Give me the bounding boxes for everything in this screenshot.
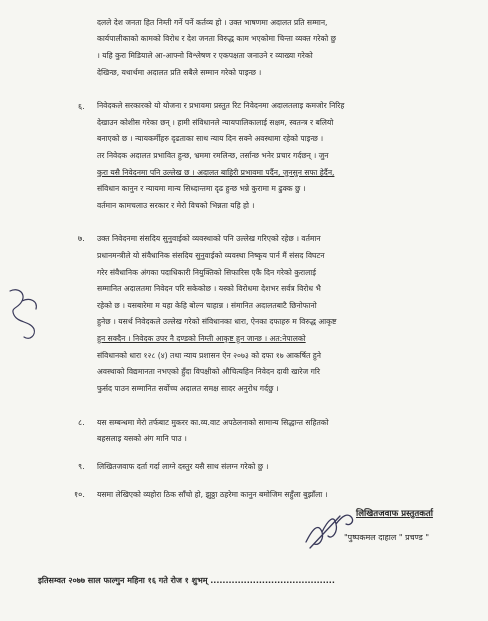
item-6-line-3: बनाएको छ । न्यायकर्मीहरु दृढताका साथ न्याय दिन सक्ने अवस्थामा रहेको पाइन्छ । [97,134,324,143]
margin-scribble [4,283,48,345]
date-line: इतिसम्वत २०७७ साल फाल्गुन महिना १६ गते रोज १ शुभम् ......................................... [38,576,335,585]
item-6-line-5: कुरा यसै निवेदनमा पनि उल्लेख छ । अदालत बाहिरी प्रभावमा पर्दैन, जुनसुन सफा हेर्दैन, [97,168,335,177]
item-7-line-9: अवस्थाको विद्यमानता नभएको हुँदा विपक्षीको औचित्यहिन निवेदन दावी खारेज गरि [97,367,320,376]
item-7-number: ७. [78,234,85,243]
item-7-line-8: संविधानको धारा १२८ (४) तथा न्याय प्रशासन ऐन २०७३ को दफा १७ आकर्षित हुने [97,351,322,360]
item-10-number: १०. [74,490,85,499]
item-6-line-1: निवेदकले सरकारको यो योजना र प्रभावमा प्रस्तुत रिट निवेदनमा अदालतलाइ कमजोर निरिह [97,101,345,110]
intro-line-3: । यहि कुरा मिडियाले आ-आफ्नो विश्लेषण र एकपक्षता जनाउने र व्याख्या गरेको [97,51,313,60]
item-9-number: ९. [78,462,85,471]
item-7-line-7: हुन सक्दैन । निवेदक उपर नै दण्डको निम्ती आकृष्ट हुन जान्छ । अत:नेपालको [97,334,306,343]
item-6-line-7: वर्तमान कामचलाउ सरकार र मेरो विचको भिन्नता यहि हो । [97,201,255,210]
item-6-line-2: देखाउन कोशीस गरेका छन् । हामी संविधानले न्यायपालिकालाई सक्षम, स्वतन्त्र र बलियो [97,118,334,127]
item-6-line-4: तर निवेदक अदालत प्रभावित हुन्छ, भ्रममा रमलिन्छ, तर्सान्छ भनेर प्रचार गर्दछन् । जुन [97,151,329,160]
signatory-name: "पुष्पकमल दाहाल " प्रचण्ड " [344,533,430,542]
item-8-line-2: बहसलाइ यसको अंग मानि पाउ । [97,434,187,443]
signatory-title: लिखितजवाफ प्रस्तुतकर्ता [356,509,433,519]
item-7-line-2: प्रधानमन्त्रीले यो संवैधानिक संसदिय सुनुवाईको व्यवस्था निष्कृय पार्न मैं संसद विघटन [97,251,325,260]
item-8-line-1: यस सम्बन्धमा मेरो तर्फबाट मुकरर का.व्य.वाट अपठेलनाको सामान्य सिद्धान्त सहितको [97,418,329,427]
item-6-number: ६. [78,102,85,111]
intro-line-1: दलले देश जनता हित निम्ती गर्ने पर्ने कर्तव्य हो । उक्त भाषणमा अदालत प्रति सम्मान, [97,18,328,27]
intro-line-4: देखिन्छ, यथार्थमा अदालत प्रति सबैले सम्मान गरेको पाइन्छ । [97,68,262,77]
item-9-line-1: लिखितजवाफ दर्ता गर्दा लाग्ने दस्तुर यसै साथ संलग्न गरेको छु । [97,462,269,471]
item-6-line-6: संविधान कानुन र न्यायमा मान्य सिध्दान्तमा दृढ हुन्छ भन्ने कुरामा म ढुक्क छु । [97,184,306,193]
item-7-line-5: रहेको छ । यसबारेमा म यहा केहि बोल्न चाहान्न । संमानित अदालतबाटै छिनोफानो [97,301,317,310]
item-8-number: ८. [78,418,85,427]
item-7-line-10: फुर्सद पाउन सम्मानित सर्वोच्च अदालत समक्ष सादर अनुरोध गर्दछु । [97,384,279,393]
item-7-line-3: गरेर संवैधानिक अंगका पदाधिकारी नियुक्तिको सिफारिस एकै दिन गरेको कुरालाई [97,268,316,277]
handwritten-signature [300,502,360,552]
item-7-line-6: हुनेछ । यसर्थ निवेदकले उल्लेख गरेको संविधानका धारा, ऐनका दफाहरु म विरुद्ध आकृष्ट [97,317,337,326]
item-7-line-4: सम्मानित अदालतमा निवेदन परि सकेकोछ । यस्को विरोधमा देशभर सर्वत्र विरोध भै [97,284,321,293]
item-10-line-1: यसमा लेखिएको व्यहोरा ठिक साँचो हो, झुठ्ठा ठहरेमा कानुन बमोजिम सहुँला बुझाँला । [97,490,328,499]
intro-line-2: कार्यपालीकाको कामको विरोध र देश जनता विरुद्ध काम भएकोमा चिन्ता व्यक्त गरेको छु [97,34,336,43]
item-7-line-1: उक्त निवेदनमा संसदिय सुनुवाईको व्यवस्थाको पनि उल्लेख गरिएको रहेछ । वर्तमान [97,234,321,243]
